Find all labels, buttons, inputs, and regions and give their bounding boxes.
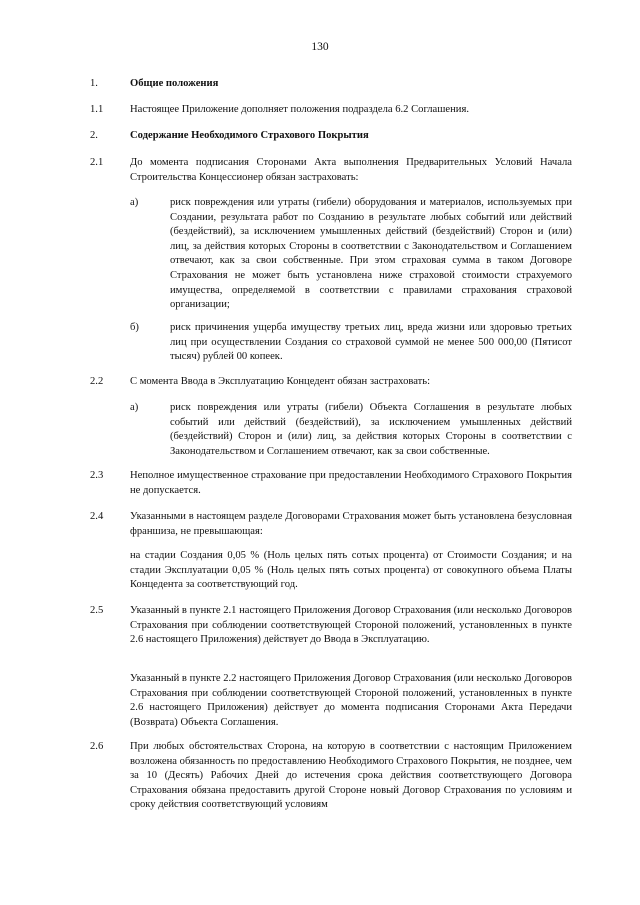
clause-number: 2.2 [90, 376, 104, 387]
subitem-text: риск повреждения или утраты (гибели) Объекта Соглашения в результате любых событий или действий (бездействий), за исключением умышленных действий (бездействий) Сторон и (или) лиц, за действия которых Стороны в соответствии с Законодательством и Соглашением отвечают, как за свои собственные. [170, 402, 572, 457]
section-number: 1. [90, 78, 98, 89]
clause-text: Указанными в настоящем разделе Договорами Страхования может быть установлена безусловная франшиза, не превышающая: [130, 511, 572, 537]
subitem-letter: а) [130, 197, 139, 208]
clause-number: 2.1 [90, 157, 104, 168]
section-number: 2. [90, 130, 98, 141]
clause-number: 1.1 [90, 104, 104, 115]
clause-text: С момента Ввода в Эксплуатацию Концедент обязан застраховать: [130, 376, 431, 387]
section-heading: Содержание Необходимого Страхового Покрытия [130, 130, 369, 141]
clause-number: 2.4 [90, 511, 104, 522]
clause-text: Настоящее Приложение дополняет положения подраздела 6.2 Соглашения. [130, 104, 469, 115]
subitem-text: риск причинения ущерба имуществу третьих лиц, вреда жизни или здоровью третьих лиц при осуществлении Создания со страховой суммой не менее 500 000,00 (Пятисот тысяч) рублей 00 копеек. [170, 322, 572, 363]
page-number: 130 [311, 41, 329, 53]
clause-number: 2.5 [90, 605, 104, 616]
clause-text: До момента подписания Сторонами Акта выполнения Предварительных Условий Начала Строительства Концессионер обязан застраховать: [130, 157, 572, 183]
clause-2-5-second-paragraph: Указанный в пункте 2.2 настоящего Приложения Договор Страхования (или несколько Договоров Страхования при соблюдении соответствующей Стороной положений, установленных в пункте 2.6 настоящего Приложения) действует до момента подписания Сторонами Акта Передачи (Возврата) Объекта Соглашения. [130, 673, 572, 728]
clause-text: При любых обстоятельствах Сторона, на которую в соответствии с настоящим Приложением возложена обязанность по предоставлению Необходимого Страхового Покрытия, не позднее, чем за 10 (Десять) Рабочих Дней до истечения срока действия соответствующего Договора Страхования обязана предоставить другой Стороне новый Договор Страхования по условиям и сроку действия соответствующий условиям [130, 741, 572, 811]
clause-text: Неполное имущественное страхование при предоставлении Необходимого Страхового Покрытия не допускается. [130, 470, 572, 496]
clause-2-4-detail: на стадии Создания 0,05 % (Ноль целых пять сотых процента) от Стоимости Создания; и на стадии Эксплуатации 0,05 % (Ноль целых пять сотых процента) от совокупного объема Платы Концедента за соответствующий год. [130, 550, 572, 591]
subitem-text: риск повреждения или утраты (гибели) оборудования и материалов, используемых при Создании, результата работ по Созданию в результате любых событий или действий (бездействий), за исключением умышленных действий (бездействий) Сторон и (или) лиц, за действия которых Стороны в соответствии с Законодательством и Соглашением отвечают, как за свои собственные. При этом страховая сумма в таком Договоре Страхования не может быть установлена ниже страховой стоимости страхуемого имущества, определяемой в соответствии с правилами страхования страховой организации; [170, 197, 572, 311]
clause-number: 2.6 [90, 741, 104, 752]
clause-text: Указанный в пункте 2.1 настоящего Приложения Договор Страхования (или несколько Договоров Страхования при соблюдении соответствующей Стороной положений, установленных в пункте 2.6 настоящего Приложения) действует до Ввода в Эксплуатацию. [130, 605, 572, 646]
clause-number: 2.3 [90, 470, 104, 481]
subitem-letter: б) [130, 322, 139, 333]
subitem-letter: а) [130, 402, 139, 413]
section-heading: Общие положения [130, 78, 219, 89]
